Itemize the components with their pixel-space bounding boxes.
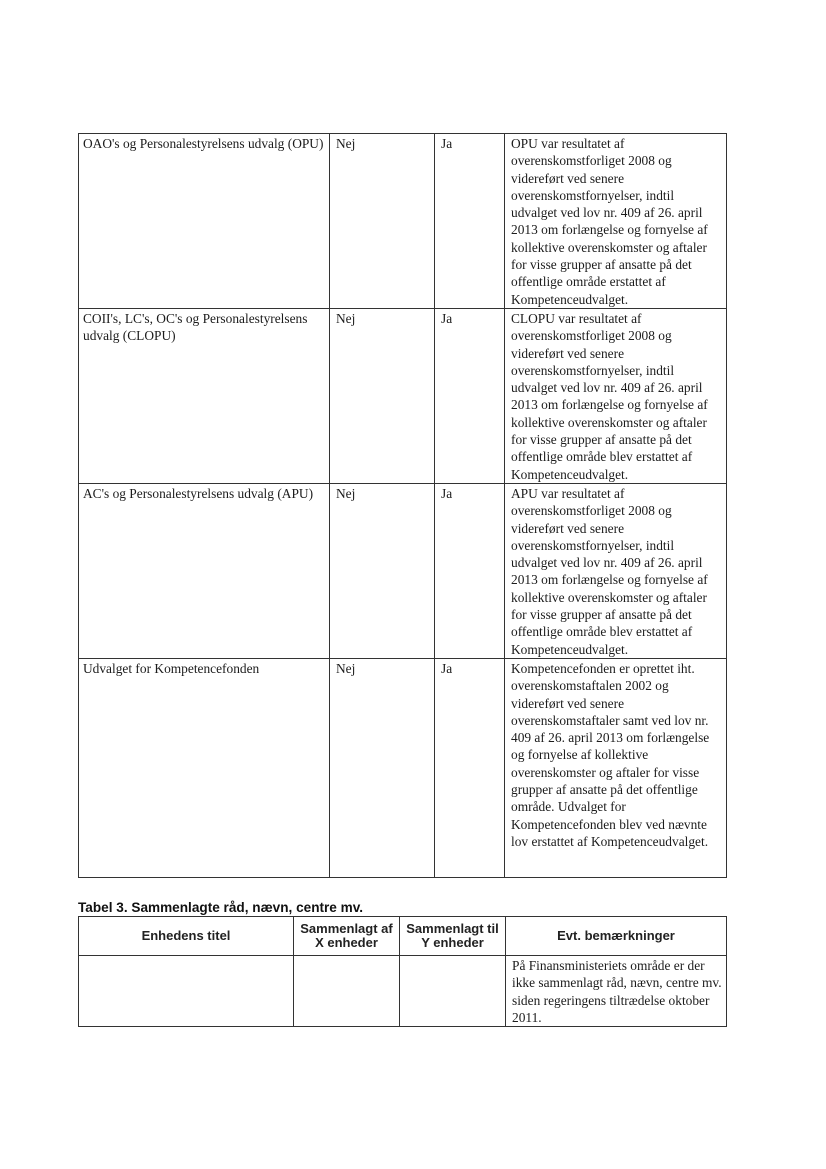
cell-merged-from	[294, 956, 400, 1027]
cell-col2: Nej	[330, 308, 435, 483]
cell-col2: Nej	[330, 134, 435, 309]
table-row	[79, 134, 727, 309]
cell-col2: Nej	[330, 483, 435, 658]
committee-name: OAO's og Personalestyrelsens udvalg (OPU)	[79, 134, 330, 309]
header-remarks: Evt. bemærkninger	[506, 917, 727, 956]
table-row	[79, 308, 727, 483]
remarks-cell: CLOPU var resultatet af overenskomstforliget 2008 og videreført ved senere overenskomstfornyelser, indtil udvalget ved lov nr. 409 af 26. april 2013 om forlængelse og fornyelse af kollektive overenskomster og aftaler for visse grupper af ansatte på det offentlige område blev erstattet af Kompetenceudvalget.	[505, 308, 727, 483]
cell-col3: Ja	[435, 308, 505, 483]
cell-col3: Ja	[435, 658, 505, 877]
remarks-cell: OPU var resultatet af overenskomstforliget 2008 og videreført ved senere overenskomstfornyelser, indtil udvalget ved lov nr. 409 af 26. april 2013 om forlængelse og fornyelse af kollektive overenskomster og aftaler for visse grupper af ansatte på det offentlige område erstattet af Kompetenceudvalget.	[505, 134, 727, 309]
cell-col2: Nej	[330, 658, 435, 877]
remarks-cell: Kompetencefonden er oprettet iht. overenskomstaftalen 2002 og videreført ved senere overenskomstaftaler samt ved lov nr. 409 af 26. april 2013 om forlængelse og fornyelse af kollektive overenskomster og aftaler for visse grupper af ansatte på det offentlige område. Udvalget for Kompetencefonden blev ved nævnte lov erstattet af Kompetenceudvalget.	[505, 658, 727, 877]
table-row	[79, 956, 727, 1027]
header-unit-title: Enhedens titel	[79, 917, 294, 956]
table-row	[79, 483, 727, 658]
committee-name: AC's og Personalestyrelsens udvalg (APU)	[79, 483, 330, 658]
cell-unit-title	[79, 956, 294, 1027]
cell-merged-to	[400, 956, 506, 1027]
committee-name: COII's, LC's, OC's og Personalestyrelsens udvalg (CLOPU)	[79, 308, 330, 483]
table-row	[79, 658, 727, 877]
merged-units-table	[78, 916, 727, 1027]
remarks-cell: På Finansministeriets område er der ikke sammenlagt råd, nævn, centre mv. siden regeringens tiltrædelse oktober 2011.	[506, 956, 727, 1027]
header-merged-to: Sammenlagt til Y enheder	[400, 917, 506, 956]
cell-col3: Ja	[435, 483, 505, 658]
cell-col3: Ja	[435, 134, 505, 309]
remarks-cell: APU var resultatet af overenskomstforliget 2008 og videreført ved senere overenskomstfornyelser, indtil udvalget ved lov nr. 409 af 26. april 2013 om forlængelse og fornyelse af kollektive overenskomster og aftaler for visse grupper af ansatte på det offentlige område blev erstattet af Kompetenceudvalget.	[505, 483, 727, 658]
table-3-caption: Tabel 3. Sammenlagte råd, nævn, centre mv.	[78, 900, 364, 915]
table-header-row	[79, 917, 727, 956]
committee-name: Udvalget for Kompetencefonden	[79, 658, 330, 877]
header-merged-from: Sammenlagt af X enheder	[294, 917, 400, 956]
committees-table	[78, 133, 727, 878]
